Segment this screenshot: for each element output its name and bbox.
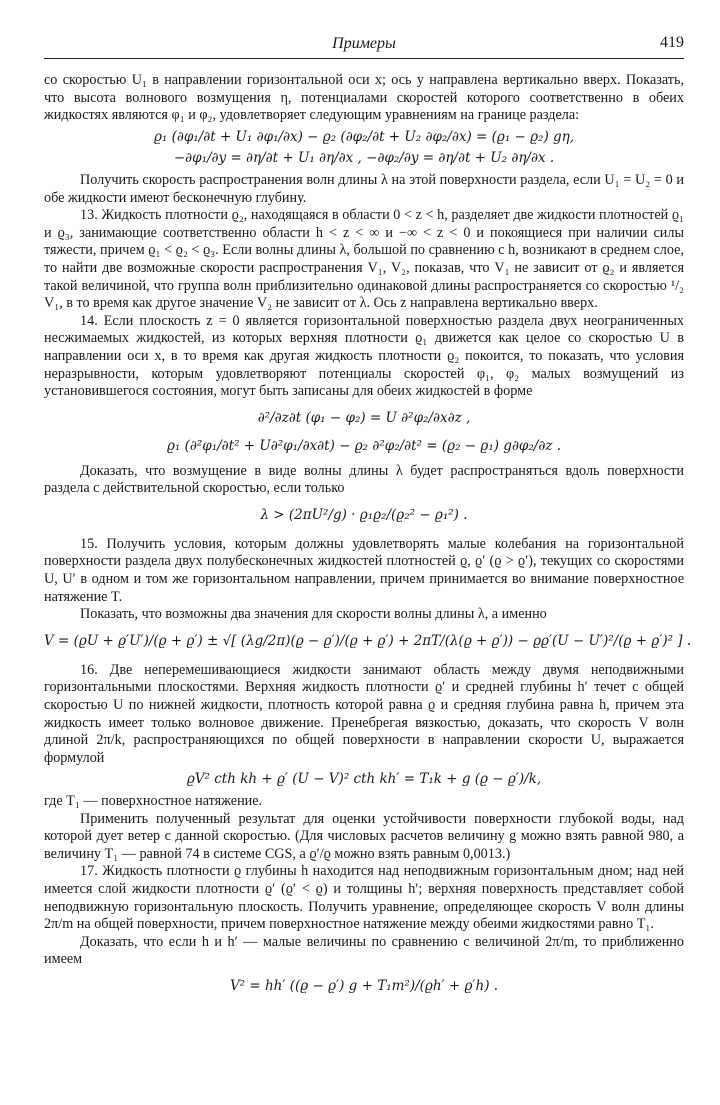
page-content [44, 72, 692, 1003]
equation-1-lead: ϱ₁ [153, 128, 168, 145]
problem-14: 14. Если плоскость z = 0 является горизонтальной поверхностью раздела двух неограниченных несжимаемых жидкостей, из которых верхняя плотности ϱ₁ движется как целое со скоростью U в направлении оси x, в то время как другая жидкость плотности ϱ₂ покоится, то показать, что условия неразрывности, которым удовлетворяют потенциалы скоростей φ₁, φ₂ малых возмущений из установившегося состояния, могут быть записаны для обеих жидкостей в форме [44, 312, 684, 400]
equation-7: ϱV² cth kh + ϱ′ (U − V)² cth kh′ = T₁k + g (ϱ − ϱ′)/k, [186, 771, 542, 788]
equation-3: ∂²/∂z∂t (φ₁ − φ₂) = U ∂²φ₂/∂x∂z , [257, 409, 471, 426]
problem-16-note: где T₁ — поверхностное натяжение. [44, 793, 263, 809]
page-number: 419 [660, 34, 684, 51]
equation-1 [44, 129, 684, 147]
equation-1-body: (∂φ₁/∂t + U₁ ∂φ₁/∂x) − ϱ₂ (∂φ₂/∂t + U₂ ∂φ₂/∂x) = (ϱ₁ − ϱ₂) gη, [171, 128, 575, 145]
problem-14-condition: Доказать, что возмущение в виде волны длины λ будет распространяться вдоль поверхности раздела с действительной скоростью, если только [44, 462, 684, 497]
equation-2: −∂φ₁/∂y = ∂η/∂t + U₁ ∂η/∂x , −∂φ₂/∂y = ∂η/∂t + U₂ ∂η/∂x . [173, 150, 555, 167]
equation-8: V² = hh′ ((ϱ − ϱ′) g + T₁m²)/(ϱh′ + ϱ′h) . [229, 977, 499, 994]
problem-15-statement: Показать, что возможны два значения для скорости волны длины λ, а именно [80, 606, 547, 623]
equation-6: V = (ϱU + ϱ′U′)/(ϱ + ϱ′) ± √[ (λg/2π)(ϱ − ϱ′)/(ϱ + ϱ′) + 2πT/(λ(ϱ + ϱ′)) − ϱϱ′(U − U′)²/(ϱ + ϱ′)² ] . [44, 632, 692, 649]
problem-16: 16. Две неперемешивающиеся жидкости занимают область между двумя неподвижными горизонтальными плоскостями. Верхняя жидкость плотности ϱ′ и средней глубины h′ течет с общей скоростью U по нижней жидкости, плотность которой равна ϱ и средняя глубина равна h, причем эта жидкость имеет только волновое движение. Пренебрегая вязкостью, доказать, что скорость V волн длиной 2π/k, распространяющихся по общей поверхности в направлении скорости U, выражается формулой [44, 661, 684, 766]
problem-17: 17. Жидкость плотности ϱ глубины h находится над неподвижным горизонтальным дном; над ней имеется слой жидкости плотности ϱ′ (ϱ′ < ϱ) и толщины h′; верхняя поверхность представляет собой неподвижную горизонтальную плоскость. Получить уравнение, определяющее скорость V волн длины 2π/m на общей поверхности, причем поверхностное натяжение между обеими жидкостями равно T₁. [44, 863, 684, 933]
problem-17-statement: Доказать, что если h и h′ — малые величины по сравнению с величиной 2π/m, то приближенно имеем [44, 933, 684, 968]
running-title: Примеры [332, 35, 396, 52]
page-header [44, 32, 684, 59]
paragraph-velocity: Получить скорость распространения волн длины λ на этой поверхности раздела, если U₁ = U₂ = 0 и обе жидкости имеют бесконечную глубину. [44, 171, 684, 206]
problem-15: 15. Получить условия, которым должны удовлетворять малые колебания на горизонтальной поверхности раздела двух полубесконечных жидкостей плотностей ϱ, ϱ′ (ϱ > ϱ′), текущих со скоростями U, U′ в одном и том же горизонтальном направлении, причем принимается во внимание поверхностное натяжение T. [44, 535, 684, 605]
problem-13: 13. Жидкость плотности ϱ₂, находящаяся в области 0 < z < h, разделяет две жидкости плотностей ϱ₁ и ϱ₃, занимающие соответственно области h < z < ∞ и −∞ < z < 0 и покоящиеся при наличии силы тяжести, причем ϱ₁ < ϱ₂ < ϱ₃. Если волны длины λ, большой по сравнению с h, возникают в среднем слое, то найти две возможные скорости распространения V₁, V₂, показав, что V₁ не зависит от ϱ₂ и является такой величиной, что группа волн приблизительно одинаковой длины распространяется со скоростью ¹/₂ V₁, в то время как другое значение V₂ не зависит от λ. Ось z направлена вертикально вверх. [44, 207, 684, 312]
problem-16-application: Применить полученный результат для оценки устойчивости поверхности глубокой воды, над которой дует ветер с данной скоростью. (Для числовых расчетов величину g можно взять равной 980, а величину T₁ — равной 74 в системе CGS, а ϱ′/ϱ можно взять равным 0,0013.) [44, 810, 684, 862]
equation-5: λ > (2πU²/g) · ϱ₁ϱ₂/(ϱ₂² − ϱ₁²) . [260, 506, 468, 523]
equation-4: ϱ₁ (∂²φ₁/∂t² + U∂²φ₁/∂x∂t) − ϱ₂ ∂²φ₂/∂t² = (ϱ₂ − ϱ₁) g∂φ₂/∂z . [166, 437, 562, 454]
paragraph-intro: со скоростью U₁ в направлении горизонтальной оси x; ось y направлена вертикально вверх. Показать, что высота волнового возмущения η, потенциалами скоростей которого соответственно в обеих жидкостях являются φ₁ и φ₂, удовлетворяет следующим уравнениям на границе раздела: [44, 72, 684, 124]
